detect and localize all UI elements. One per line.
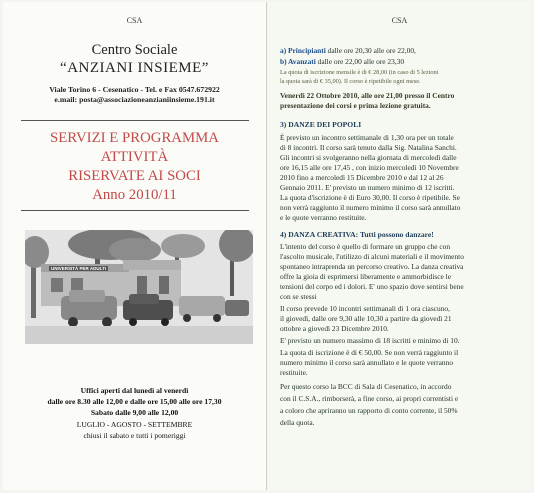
- section3-line-9: e le quote verranno restituite.: [280, 213, 367, 222]
- course-b: [280, 57, 518, 67]
- top-rule: [21, 120, 249, 121]
- right-header: CSA: [391, 16, 408, 25]
- fee-note-1: La quota di iscrizione mensile è di € 28,00 (in caso di 5 lezioni: [280, 69, 439, 76]
- hours-line-3: Sabato dalle 9,00 alle 12,00: [90, 408, 179, 417]
- section4-line-4: offre la gioia di esprimersi liberamente e ammorbidisce le: [280, 272, 452, 281]
- section4-line-11: La quota di iscrizione è di € 50,00. Se non verrà raggiunto il: [280, 348, 459, 357]
- section4-line-12: numero minimo il corso sarà annullato e le quote verranno: [280, 358, 454, 367]
- hours-line-2: dalle ore 8.30 alle 12,00 e dalle ore 15,00 alle ore 17,30: [47, 397, 222, 406]
- section4-line-17: della quota.: [280, 418, 315, 427]
- section3-line-4: ore 16,15 alle ore 17,45 , con inizio mercoledì 10 Novembre: [280, 163, 459, 172]
- centre-name: Centro Sociale: [91, 42, 178, 58]
- title-line-4: Anno 2010/11: [92, 187, 177, 203]
- left-page: [3, 2, 267, 490]
- course-b-text: dalle ore 22,00 alle ore 23,30: [315, 57, 405, 66]
- section4-line-7: Il corso prevede 10 incontri settimanali di 1 ora ciascuno,: [280, 304, 450, 313]
- section4-line-15: con il C.S.A., rimborserà, a fine corso, ai propri correntisti e: [280, 394, 459, 403]
- left-header: CSA: [126, 16, 143, 25]
- org-name: “ANZIANI INSIEME”: [60, 60, 209, 76]
- presentation-2: presentazione dei corsi e prima lezione gratuita.: [280, 101, 431, 110]
- section4-line-3: spontaneo intraprenda un percorso creativo. La danza creativa: [280, 262, 464, 271]
- hours-line-5: chiusi il sabato e tutti i pomeriggi: [83, 431, 186, 440]
- section3-line-1: È previsto un incontro settimanale di 1,30 ora per un totale: [280, 133, 454, 142]
- address: Viale Torino 6 - Cesenatico - Tel. e Fax 0547.672922: [49, 85, 220, 94]
- section3-line-8: non verrà raggiunto il numero minimo il corso sarà annullato: [280, 203, 461, 212]
- section3-line-6: Gennaio 2011. E' previsto un numero minimo di 12 iscritti.: [280, 183, 455, 192]
- title-line-3: RISERVATE AI SOCI: [68, 168, 201, 184]
- section3-line-5: 2010 fino a mercoledì 15 Dicembre 2010 e dal 12 al 26: [280, 173, 444, 182]
- hours-line-4: LUGLIO - AGOSTO - SETTEMBRE: [76, 420, 193, 429]
- section4-line-2: l'ascolto musicale, l'utilizzo di alcuni materiali e il movimento: [280, 252, 464, 261]
- presentation-1: Venerdì 22 Ottobre 2010, alle ore 21,00 presso il Centro: [280, 91, 455, 100]
- course-a-label: a) Principianti: [280, 46, 326, 55]
- section4-line-5: tensioni del corpo ed i dolori. E' uno spazio dove sentirsi bene: [280, 282, 464, 291]
- right-page: [268, 2, 531, 490]
- hours-line-1: Uffici aperti dal lunedì al venerdì: [80, 386, 189, 395]
- section4-line-1: L'intento del corso è quello di formare un gruppo che con: [280, 242, 451, 251]
- section3-line-2: di 8 incontri. Il corso sarà tenuto dalla Sig. Natalina Sanchi.: [280, 143, 457, 152]
- title-line-2: ATTIVITÀ: [100, 149, 169, 165]
- fee-note-2: la quota sarà di € 35,00). Il corso è ripetibile ogni mese.: [280, 78, 421, 85]
- title-line-1: SERVIZI E PROGRAMMA: [50, 130, 219, 146]
- bottom-rule: [21, 210, 249, 211]
- section4-line-9: ottobre a giovedì 23 Dicembre 2010.: [280, 324, 389, 333]
- course-a-text: dalle ore 20,30 alle ore 22,00,: [325, 46, 416, 55]
- section4-line-16: a coloro che apriranno un rapporto di conto corrente, il 50%: [280, 406, 458, 415]
- section3-title: 3) DANZE DEI POPOLI: [280, 120, 362, 129]
- email: e.mail: posta@associazioneanzianiinsieme.191.it: [54, 95, 215, 104]
- section4-line-10: E' previsto un numero massimo di 18 iscritti e minimo di 10.: [280, 336, 460, 345]
- section3-line-3: Gli incontri si svolgeranno nella giornata di mercoledì dalle: [280, 153, 457, 162]
- section4-line-6: con se stessi: [280, 292, 317, 301]
- building-photo: [25, 230, 253, 344]
- building-photo-illustration: [25, 230, 253, 344]
- section4-line-13: restituite.: [280, 368, 308, 377]
- course-b-label: b) Avanzati: [280, 57, 316, 66]
- photo-sign: UNIVERSITÀ PER ADULTI: [51, 266, 107, 271]
- section4-title: 4) DANZA CREATIVA: Tutti possono danzare!: [280, 230, 434, 239]
- section4-line-8: il giovedì, dalle ore 9,30 alle 10,30 a partire da giovedì 21: [280, 314, 452, 323]
- section4-line-14: Per questo corso la BCC di Sala di Cesenatico, in accordo: [280, 382, 452, 391]
- section3-line-7: La quota d'iscrizione è di Euro 30,00. Il corso è ripetibile. Se: [280, 193, 460, 202]
- course-a: [280, 46, 518, 56]
